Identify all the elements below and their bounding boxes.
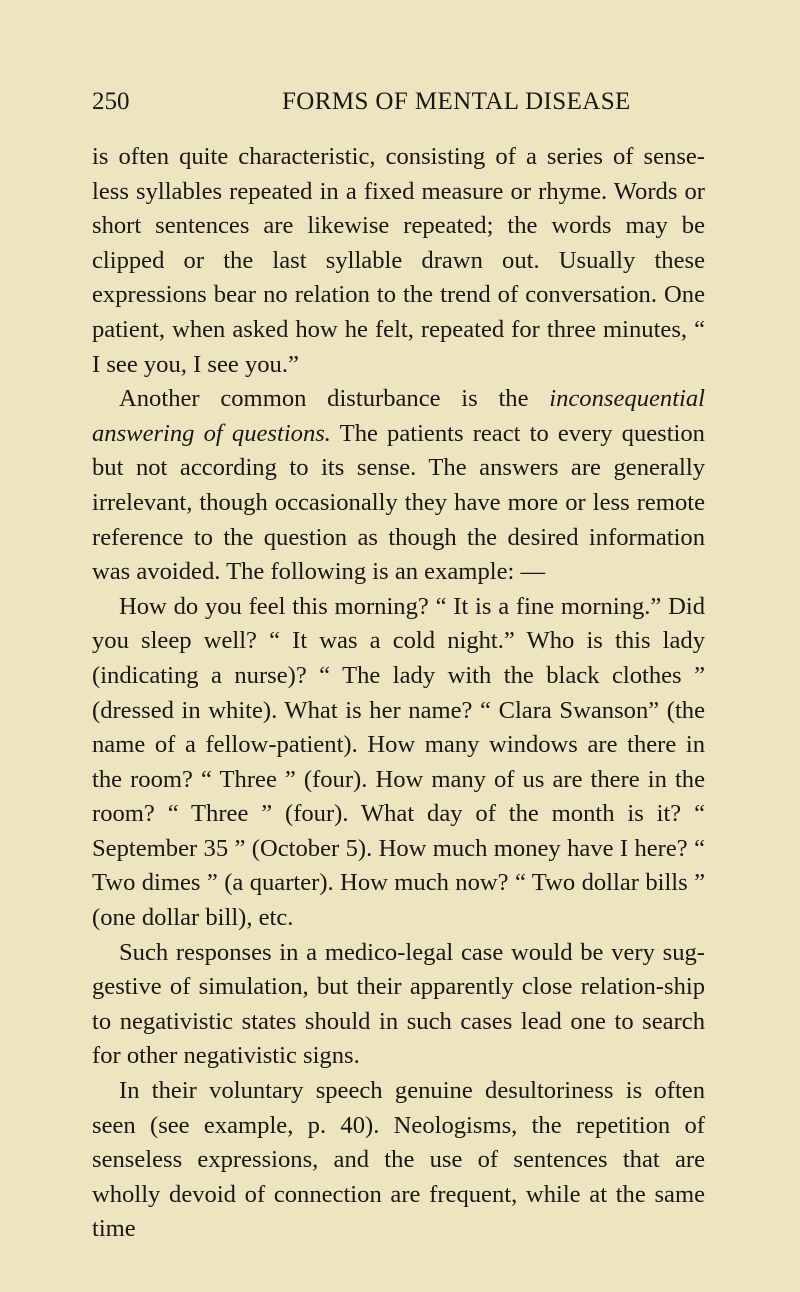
paragraph-2 (92, 382, 705, 590)
page-number: 250 (92, 88, 130, 115)
running-head (92, 86, 704, 118)
paragraph-5: In their voluntary speech genuine desultoriness is often seen (see example, p. 40). Neologisms, the repetition of senseless expressions, and the use of sentences that are wholly devoid of connection are frequent, while at the same time (92, 1077, 705, 1243)
paragraph-1: is often quite characteristic, consisting of a series of sense-less syllables repeated in a fixed measure or rhyme. Words or short sentences are likewise repeated; the words may be clipped or the last syllable drawn out. Usually these expressions bear no relation to the trend of conversation. One patient, when asked how he felt, repeated for three minutes, “ I see you, I see you.” (92, 143, 705, 378)
paragraph-2-rest: The patients react to every question but not according to its sense. The answers are generally irrelevant, though occasionally they have more or less remote reference to the question as though the desired information was avoided. The following is an example: — (92, 419, 705, 586)
running-title: FORMS OF MENTAL DISEASE (282, 88, 631, 115)
paragraph-4: Such responses in a medico-legal case would be very sug-gestive of simulation, but their apparently close relation-ship to negativistic states should in such cases lead one to search for other negativistic signs. (92, 938, 705, 1070)
paragraph-2-lead: Another common disturbance is the (119, 385, 529, 413)
paragraph-3: How do you feel this morning? “ It is a fine morning.” Did you sleep well? “ It was a cold night.” Who is this lady (indicating a nurse)? “ The lady with the black clothes ” (dressed in white). What is her name? “ Clara Swanson” (the name of a fellow-patient). How many windows are there in the room? “ Three ” (four). How many of us are there in the room? “ Three ” (four). What day of the month is it? “ September 35 ” (October 5). How much money have I here? “ Two dimes ” (a quarter). How much now? “ Two dollar bills ” (one dollar bill), etc. (92, 592, 705, 932)
italic-term: inconsequential answering of questions. (92, 385, 705, 447)
body-text (92, 140, 705, 1247)
